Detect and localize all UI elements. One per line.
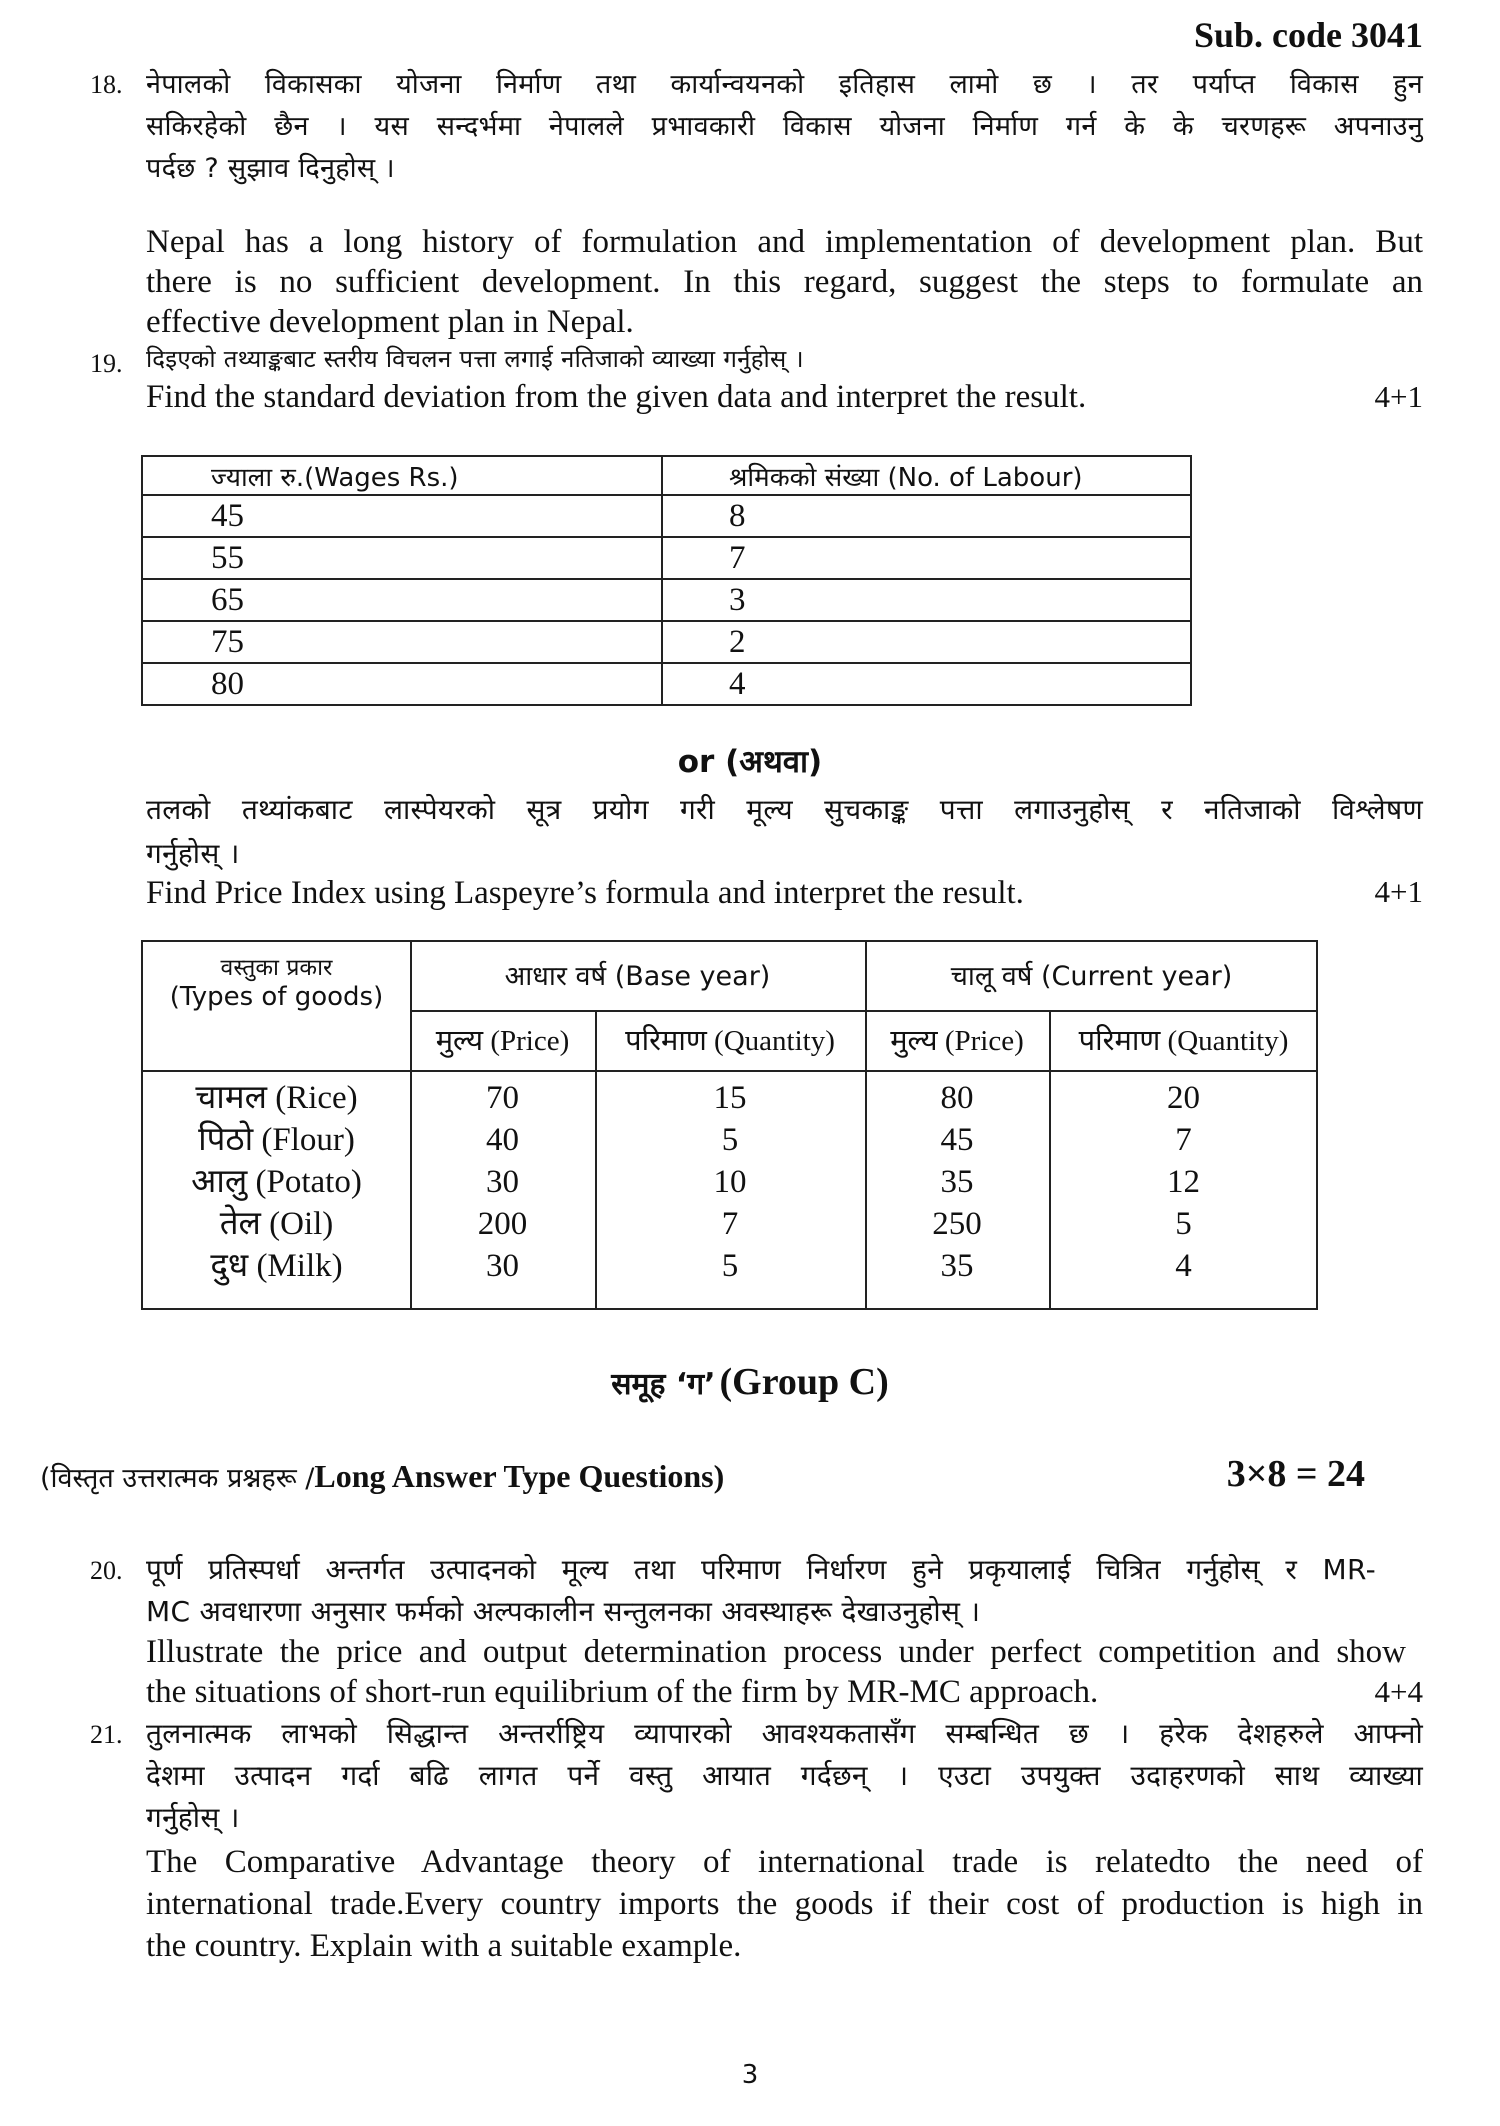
good-cell: पिठो (Flour) xyxy=(198,1122,355,1158)
good-cell: तेल (Oil) xyxy=(219,1206,334,1242)
table-row xyxy=(143,1120,1316,1162)
p1-cell: 80 xyxy=(940,1080,974,1116)
q18-en-line2: there is no sufficient development. In this regard, suggest the steps to formulate an xyxy=(146,264,1423,300)
q18-en-line3: effective development plan in Nepal. xyxy=(146,304,634,340)
page-number: 3 xyxy=(741,2060,759,2090)
group-c-en: (Group C) xyxy=(719,1361,889,1403)
p0-cell: 40 xyxy=(486,1122,519,1158)
wage-cell: 45 xyxy=(142,495,662,537)
table-row xyxy=(143,1204,1316,1246)
table-row xyxy=(142,663,1191,705)
base-price-header: मुल्य (Price) xyxy=(435,1025,570,1057)
table-row xyxy=(142,456,1191,495)
q19-marks: 4+1 xyxy=(1374,379,1423,414)
sub-code: Sub. code 3041 xyxy=(1193,15,1423,55)
wage-cell: 55 xyxy=(142,537,662,579)
q0-cell: 15 xyxy=(713,1080,747,1116)
table-row xyxy=(142,621,1191,663)
q18-number: 18. xyxy=(90,70,123,99)
q21-np-line2: देशमा उत्पादन गर्दा बढि लागत पर्ने वस्तु आयात गर्दछन् । एउटा उपयुक्त उदाहरणको साथ व्याख्या xyxy=(146,1759,1423,1792)
q20-en-line2: the situations of short-run equilibrium of the firm by MR-MC approach. xyxy=(146,1674,1099,1710)
table-row xyxy=(143,1162,1316,1204)
p0-cell: 30 xyxy=(486,1164,519,1200)
q1-cell: 5 xyxy=(1175,1206,1192,1242)
wage-cell: 75 xyxy=(142,621,662,663)
q0-cell: 7 xyxy=(721,1206,739,1242)
q21-en-line2: international trade.Every country imports the goods if their cost of production is high in xyxy=(146,1886,1423,1922)
q1-cell: 12 xyxy=(1167,1164,1200,1200)
or-label: or (अथवा) xyxy=(677,744,823,780)
q20-np-line2: MC अवधारणा अनुसार फर्मको अल्पकालीन सन्तुलनका अवस्थाहरू देखाउनुहोस् । xyxy=(146,1595,981,1628)
q20-marks: 4+4 xyxy=(1374,1674,1423,1709)
labour-cell: 4 xyxy=(662,663,1191,705)
q18-en-line1: Nepal has a long history of formulation and implementation of development plan. But xyxy=(146,224,1423,260)
group-c-sub-en: Long Answer Type Questions) xyxy=(314,1458,725,1494)
table-row xyxy=(143,1078,1316,1120)
q0-cell: 5 xyxy=(721,1248,739,1284)
good-cell: दुध (Milk) xyxy=(210,1248,343,1284)
table-row xyxy=(142,495,1191,537)
q20-en-line1: Illustrate the price and output determination process under perfect competition and show xyxy=(146,1634,1406,1670)
labour-cell: 8 xyxy=(662,495,1191,537)
q1-cell: 20 xyxy=(1167,1080,1200,1116)
q18-np-line3: पर्दछ ? सुझाव दिनुहोस् । xyxy=(146,153,395,184)
goods-header-en: (Types of goods) xyxy=(169,982,384,1012)
q19-np: दिइएको तथ्याङ्कबाट स्तरीय विचलन पत्ता लगाई नतिजाको व्याख्या गर्नुहोस् । xyxy=(146,345,804,373)
alt-np-line1: तलको तथ्यांकबाट लास्पेयरको सूत्र प्रयोग गरी मूल्य सुचकाङ्क पत्ता लगाउनुहोस् र नतिजाको विश्लेषण xyxy=(146,793,1423,826)
good-cell: आलु (Potato) xyxy=(191,1164,362,1200)
p1-cell: 35 xyxy=(940,1164,974,1200)
p1-cell: 250 xyxy=(932,1206,982,1242)
p0-cell: 70 xyxy=(486,1080,519,1116)
labour-header: श्रमिकको संख्या (No. of Labour) xyxy=(662,456,1191,495)
alt-en: Find Price Index using Laspeyre’s formula and interpret the result. xyxy=(146,875,1024,911)
wages-table xyxy=(141,455,1192,706)
q20-np-line1: पूर्ण प्रतिस्पर्धा अन्तर्गत उत्पादनको मूल्य तथा परिमाण निर्धारण हुने प्रकृयालाई चित्रित गर्नुहोस् र MR- xyxy=(146,1553,1376,1586)
p1-cell: 45 xyxy=(940,1122,974,1158)
q1-cell: 4 xyxy=(1175,1248,1192,1284)
group-c-subtitle xyxy=(40,1458,724,1495)
current-year-header: चालू वर्ष (Current year) xyxy=(950,961,1233,992)
q0-cell: 5 xyxy=(721,1122,739,1158)
group-c-marks: 3×8 = 24 xyxy=(1226,1453,1365,1495)
q21-np-line3: गर्नुहोस् । xyxy=(146,1801,240,1834)
q21-np-line1: तुलनात्मक लाभको सिद्धान्त अन्तर्राष्ट्रिय व्यापारको आवश्यकतासँग सम्बन्धित छ । हरेक देशहरुले आफ्नो xyxy=(146,1717,1423,1750)
good-cell: चामल (Rice) xyxy=(195,1080,358,1116)
table-row xyxy=(142,537,1191,579)
base-quantity-header: परिमाण (Quantity) xyxy=(625,1025,835,1057)
q21-en-line3: the country. Explain with a suitable example. xyxy=(146,1928,742,1964)
current-price-header: मुल्य (Price) xyxy=(890,1025,1024,1057)
group-c-sub-np: (विस्तृत उत्तरात्मक प्रश्नहरू / xyxy=(40,1463,315,1494)
alt-np-line2: गर्नुहोस् । xyxy=(146,837,240,870)
q18-np-line1: नेपालको विकासका योजना निर्माण तथा कार्यान्वयनको इतिहास लामो छ । तर पर्याप्त विकास हुन xyxy=(146,69,1423,100)
group-c-np: समूह ‘ग’ xyxy=(611,1367,716,1402)
p1-cell: 35 xyxy=(940,1248,974,1284)
p0-cell: 30 xyxy=(486,1248,519,1284)
wages-header: ज्याला रु.(Wages Rs.) xyxy=(142,456,662,495)
base-year-header: आधार वर्ष (Base year) xyxy=(504,961,771,992)
q18-np-line2: सकिरहेको छैन । यस सन्दर्भमा नेपालले प्रभावकारी विकास योजना निर्माण गर्न के के चरणहरू अपनाउनु xyxy=(146,111,1423,142)
goods-header-np: वस्तुका प्रकार xyxy=(220,955,333,981)
q19-en: Find the standard deviation from the given data and interpret the result. xyxy=(146,379,1087,415)
wage-cell: 80 xyxy=(142,663,662,705)
q19-number: 19. xyxy=(90,349,123,378)
q1-cell: 7 xyxy=(1175,1122,1192,1158)
table-row xyxy=(142,579,1191,621)
q20-number: 20. xyxy=(90,1556,123,1585)
q21-en-line1: The Comparative Advantage theory of international trade is relatedto the need of xyxy=(146,1844,1423,1880)
price-table-body xyxy=(143,1078,1316,1288)
group-c-title xyxy=(0,1360,1500,1404)
table-row xyxy=(143,1246,1316,1288)
wage-cell: 65 xyxy=(142,579,662,621)
p0-cell: 200 xyxy=(477,1206,528,1242)
price-table xyxy=(141,940,1318,1310)
q21-number: 21. xyxy=(90,1720,123,1749)
q0-cell: 10 xyxy=(713,1164,747,1200)
current-quantity-header: परिमाण (Quantity) xyxy=(1078,1025,1289,1057)
labour-cell: 2 xyxy=(662,621,1191,663)
alt-marks: 4+1 xyxy=(1374,874,1423,909)
labour-cell: 3 xyxy=(662,579,1191,621)
labour-cell: 7 xyxy=(662,537,1191,579)
